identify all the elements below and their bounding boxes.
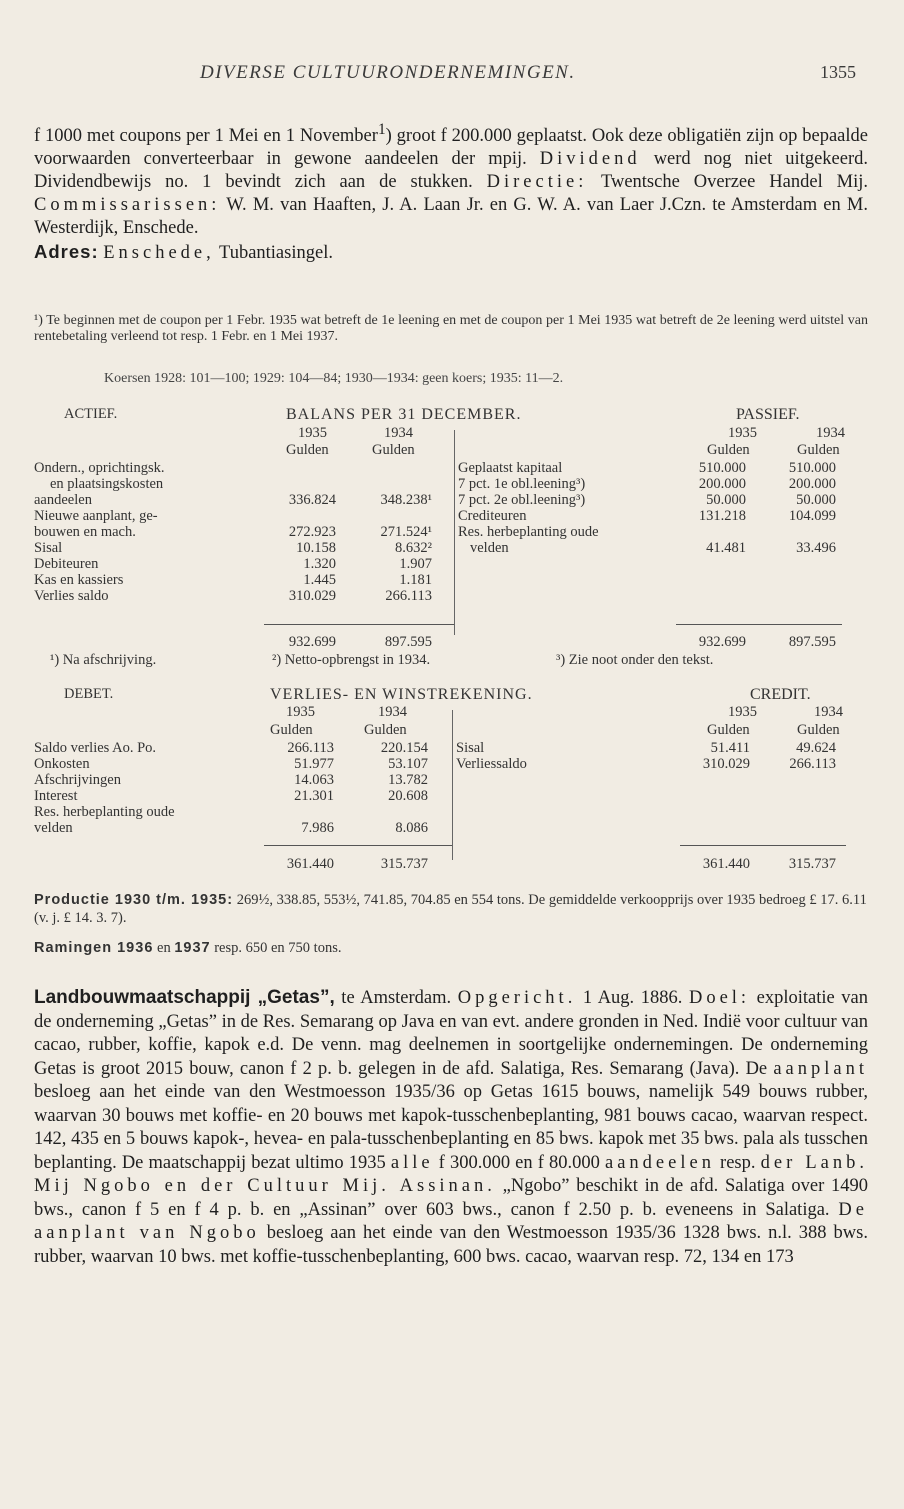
debet-title: DEBET. bbox=[64, 686, 114, 702]
debet-label: velden bbox=[34, 820, 73, 836]
adres-street: Tubantiasingel. bbox=[214, 243, 333, 264]
actief-label: aandeelen bbox=[34, 492, 92, 508]
opgericht-label: Opgericht. bbox=[457, 988, 577, 1008]
passief-value-1935: 131.218 bbox=[698, 508, 746, 524]
running-title: DIVERSE CULTUURONDERNEMINGEN. bbox=[200, 62, 576, 83]
col-unit: Gulden bbox=[797, 442, 840, 458]
debet-value-1934: 20.608 bbox=[388, 788, 428, 804]
passief-value-1935: 50.000 bbox=[706, 492, 746, 508]
col-unit: Gulden bbox=[372, 442, 415, 458]
debet-value-1934: 13.782 bbox=[388, 772, 428, 788]
passief-title: PASSIEF. bbox=[736, 406, 800, 423]
total-1934: 897.595 bbox=[384, 634, 432, 650]
getas-text: besloeg aan het einde van den Westmoesson 1935/36 op Getas 1615 bouws, namelijk 549 bouws rubber, waarvan 30 bouws met koffie- en 20 bouws met kapok-tusschenbeplanting, 981 bouws cacao, waarvan respect. 142, 435 en 5 bouws kapok-, hevea- en pala-tusschenbeplanting en 85 bws. kapok met 35 bws. pala als tusschen beplanting. De maatschappij bezat ultimo 1935 bbox=[34, 1082, 868, 1173]
productie-paragraph bbox=[34, 891, 868, 927]
debet-value-1935: 7.986 bbox=[301, 820, 334, 836]
koersen-line: Koersen 1928: 101—100; 1929: 104—84; 1930—1934: geen koers; 1935: 11—2. bbox=[104, 371, 564, 386]
debet-value-1934: 53.107 bbox=[388, 756, 428, 772]
getas-text: resp. bbox=[714, 1152, 761, 1173]
getas-text: f 300.000 en f 80.000 bbox=[433, 1152, 605, 1173]
passief-value-1934: 50.000 bbox=[796, 492, 836, 508]
credit-value-1934: 49.624 bbox=[796, 740, 836, 756]
total-1935: 932.699 bbox=[288, 634, 336, 650]
getas-text: exploitatie van de onderneming „Getas” in de Res. Semarang op Java en van evt. andere gronden in Ned. Indië voor cultuur van cacao, rubber, koffie, kapok e.d. De venn. mag deelnemen in soortgelijke ondernemingen. De onderneming Getas is groot 2015 bouw, canon f 2 p. b. gelegen in de afd. Salatiga, Res. Semarang (Java). De bbox=[34, 988, 868, 1079]
passief-value-1934: 104.099 bbox=[788, 508, 836, 524]
col-year: 1934 bbox=[814, 704, 843, 720]
actief-label: bouwen en mach. bbox=[34, 524, 136, 540]
footnote: ¹) Te beginnen met de coupon per 1 Febr. 1935 wat betreft de 1e leening en met de coupon per 1 Mei 1935 wat betreft de 2e leening werd uitstel van rentebetaling verleend tot resp. 1 Febr. en 1 Mei 1937. bbox=[34, 313, 868, 344]
actief-label: Verlies saldo bbox=[34, 588, 109, 604]
table-note: ²) Netto-opbrengst in 1934. bbox=[272, 652, 431, 668]
actief-value-1935: 310.029 bbox=[288, 588, 336, 604]
credit-label: Sisal bbox=[456, 740, 485, 756]
actief-value-1935: 1.320 bbox=[303, 556, 336, 572]
actief-label: Kas en kassiers bbox=[34, 572, 124, 588]
actief-value-1934: 266.113 bbox=[385, 588, 432, 604]
debet-value-1935: 51.977 bbox=[294, 756, 334, 772]
col-year: 1935 bbox=[286, 704, 315, 720]
debet-value-1935: 21.301 bbox=[294, 788, 334, 804]
getas-text: besloeg aan het einde van den Westmoesson 1935/36 1328 bws. n.l. 388 bws. rubber, waarvan 10 bws. met koffie-tusschenbeplanting, 600 bws. cacao, waarvan resp. 72, 134 en 173 bbox=[34, 1223, 868, 1267]
col-year: 1934 bbox=[384, 425, 413, 441]
footnote-marker: 1 bbox=[377, 121, 386, 138]
debet-label: Afschrijvingen bbox=[34, 772, 121, 788]
actief-value-1935: 10.158 bbox=[296, 540, 336, 556]
passief-label: velden bbox=[470, 540, 509, 556]
credit-title: CREDIT. bbox=[750, 686, 811, 703]
col-unit: Gulden bbox=[270, 722, 313, 738]
debet-value-1934: 220.154 bbox=[380, 740, 428, 756]
passief-value-1934: 510.000 bbox=[788, 460, 836, 476]
actief-value-1934: 271.524¹ bbox=[380, 524, 432, 540]
adres-label: Adres: bbox=[34, 241, 99, 263]
credit-value-1935: 310.029 bbox=[702, 756, 750, 772]
passief-label: 7 pct. 1e obl.leening³) bbox=[458, 476, 586, 492]
wv-title: VERLIES- EN WINSTREKENING. bbox=[270, 686, 533, 703]
col-unit: Gulden bbox=[797, 722, 840, 738]
total-1934: 315.737 bbox=[788, 856, 836, 872]
actief-value-1934: 8.632² bbox=[395, 540, 432, 556]
intro-text: ) groot f 200.000 geplaatst. Ook deze obligatiën zijn op bepaalde voorwaarden converteerbaar in gewone aandeelen der mpij. bbox=[34, 126, 868, 170]
ramingen-line bbox=[34, 940, 341, 957]
passief-label: 7 pct. 2e obl.leening³) bbox=[458, 492, 586, 508]
actief-label: en plaatsingskosten bbox=[50, 476, 164, 492]
actief-value-1934: 1.907 bbox=[399, 556, 432, 572]
actief-value-1934: 348.238¹ bbox=[380, 492, 432, 508]
intro-text: Twentsche Overzee Handel Mij. bbox=[587, 172, 869, 193]
total-1934: 897.595 bbox=[788, 634, 836, 650]
actief-title: ACTIEF. bbox=[64, 406, 118, 422]
passief-label: Res. herbeplanting oude bbox=[458, 524, 599, 540]
credit-value-1935: 51.411 bbox=[710, 740, 750, 756]
total-rule bbox=[680, 845, 846, 846]
total-1935: 932.699 bbox=[698, 634, 746, 650]
intro-text: W. M. van Haaften, J. A. Laan Jr. en G. W. A. van Laer J.Czn. te Amsterdam en M. Westerdijk, Enschede. bbox=[34, 195, 868, 239]
getas-text: te Amsterdam. bbox=[334, 988, 458, 1008]
credit-value-1934: 266.113 bbox=[789, 756, 836, 772]
getas-text: „Ngobo” beschikt in de afd. Salatiga over 1490 bws., canon f 5 en f 4 p. b. en „Assinan” over 603 bws., canon f 2.50 p. b. eveneens in Salatiga. bbox=[34, 1176, 868, 1220]
col-year: 1934 bbox=[378, 704, 407, 720]
col-unit: Gulden bbox=[707, 722, 750, 738]
ramingen-text: resp. 650 en 750 tons. bbox=[210, 940, 342, 956]
passief-value-1934: 33.496 bbox=[796, 540, 836, 556]
actief-value-1935: 336.824 bbox=[288, 492, 336, 508]
productie-text: 269½, 338.85, 553½, 741.85, 704.85 en 554 tons. De gemiddelde verkoopprijs over 1935 bedroeg £ 17. 6.11 (v. j. £ 14. 3. 7). bbox=[34, 892, 867, 926]
debet-label: Onkosten bbox=[34, 756, 90, 772]
directie-label: Directie: bbox=[486, 172, 588, 193]
alle-label: alle bbox=[390, 1152, 434, 1173]
passief-label: Crediteuren bbox=[458, 508, 527, 524]
passief-value-1935: 510.000 bbox=[698, 460, 746, 476]
getas-paragraph bbox=[34, 986, 868, 1269]
dividend-label: Dividend bbox=[539, 149, 641, 170]
col-year: 1935 bbox=[728, 704, 757, 720]
actief-value-1934: 1.181 bbox=[399, 572, 432, 588]
doel-label: Doel: bbox=[688, 988, 751, 1008]
actief-value-1935: 272.923 bbox=[288, 524, 336, 540]
debet-label: Interest bbox=[34, 788, 78, 804]
actief-label: Nieuwe aanplant, ge- bbox=[34, 508, 158, 524]
col-unit: Gulden bbox=[707, 442, 750, 458]
col-year: 1935 bbox=[728, 425, 757, 441]
actief-value-1935: 1.445 bbox=[303, 572, 336, 588]
adres-city: Enschede, bbox=[103, 243, 215, 264]
actief-label: Ondern., oprichtingsk. bbox=[34, 460, 165, 476]
debet-label: Saldo verlies Ao. Po. bbox=[34, 740, 157, 756]
intro-text: werd nog niet uitgekeerd. Dividendbewijs no. 1 bevindt zich aan de stukken. bbox=[34, 149, 868, 193]
total-1935: 361.440 bbox=[286, 856, 334, 872]
column-divider bbox=[452, 710, 453, 860]
company-name: Landbouwmaatschappij „Getas”, bbox=[34, 987, 335, 1008]
commissarissen-label: Commissarissen: bbox=[34, 195, 221, 216]
aandeelen-label: aandeelen bbox=[605, 1152, 715, 1173]
balans-title: BALANS PER 31 DECEMBER. bbox=[286, 406, 522, 423]
getas-text: 1 Aug. 1886. bbox=[576, 988, 689, 1008]
col-unit: Gulden bbox=[364, 722, 407, 738]
total-1934: 315.737 bbox=[380, 856, 428, 872]
aanplant-label: aanplant bbox=[773, 1058, 868, 1079]
page-number: 1355 bbox=[820, 62, 856, 82]
debet-label: Res. herbeplanting oude bbox=[34, 804, 175, 820]
table-note: ³) Zie noot onder den tekst. bbox=[556, 652, 714, 668]
ramingen-year: 1937 bbox=[174, 940, 211, 956]
total-rule bbox=[264, 845, 452, 846]
intro-text: f 1000 met coupons per 1 Mei en 1 November bbox=[34, 126, 378, 147]
passief-value-1934: 200.000 bbox=[788, 476, 836, 492]
ngobo-label: der Lanb. Mij Ngobo en der Cultuur Mij. Assinan. bbox=[34, 1152, 868, 1196]
credit-label: Verliessaldo bbox=[456, 756, 527, 772]
debet-value-1934: 8.086 bbox=[395, 820, 428, 836]
debet-value-1935: 14.063 bbox=[294, 772, 334, 788]
ramingen-text: en bbox=[153, 940, 175, 956]
actief-label: Debiteuren bbox=[34, 556, 99, 572]
passief-value-1935: 41.481 bbox=[706, 540, 746, 556]
ramingen-label: Ramingen 1936 bbox=[34, 940, 154, 956]
productie-label: Productie 1930 t/m. 1935: bbox=[34, 892, 234, 908]
table-note: ¹) Na afschrijving. bbox=[50, 652, 157, 668]
col-unit: Gulden bbox=[286, 442, 329, 458]
passief-label: Geplaatst kapitaal bbox=[458, 460, 563, 476]
total-1935: 361.440 bbox=[702, 856, 750, 872]
debet-value-1935: 266.113 bbox=[287, 740, 334, 756]
col-year: 1935 bbox=[298, 425, 327, 441]
actief-label: Sisal bbox=[34, 540, 63, 556]
aanplant-ngobo-label: De aanplant van Ngobo bbox=[34, 1199, 868, 1243]
col-year: 1934 bbox=[816, 425, 845, 441]
passief-value-1935: 200.000 bbox=[698, 476, 746, 492]
